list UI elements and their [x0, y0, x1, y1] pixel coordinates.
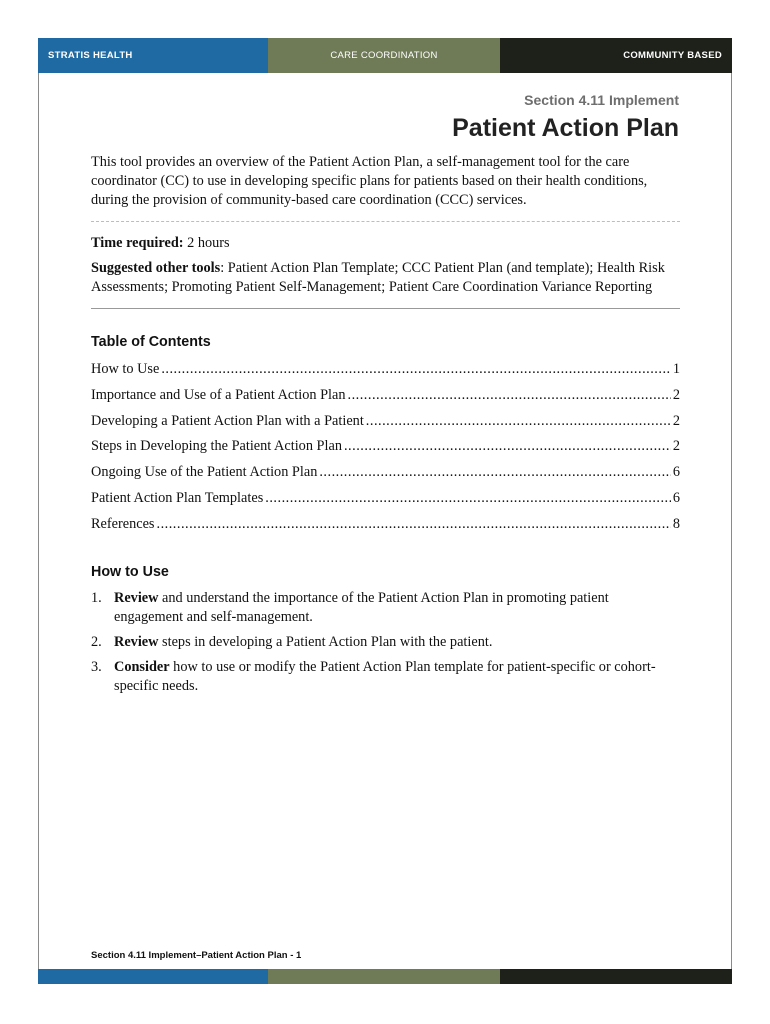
toc-item-page: 8	[672, 515, 680, 532]
toc-item-label: Ongoing Use of the Patient Action Plan	[91, 464, 318, 481]
toc-item[interactable]	[91, 515, 680, 541]
step-number: 1.	[91, 589, 102, 606]
header-bar	[38, 38, 732, 73]
toc-leader	[157, 515, 671, 534]
how-to-use-steps	[91, 589, 680, 696]
toc-item-label: Developing a Patient Action Plan with a Patient	[91, 412, 364, 429]
page-title: Patient Action Plan	[452, 114, 679, 142]
toc-item-label: How to Use	[91, 361, 160, 377]
suggested-tools-value: : Patient Action Plan Template; CCC Patient Plan (and template); Health Risk Assessments; Promoting Patient Self-Management; Patient Care Coordination Variance Reporting	[91, 260, 665, 295]
page-footer: Section 4.11 Implement–Patient Action Plan - 1	[91, 950, 302, 961]
toc-item-page: 1	[672, 361, 680, 377]
step-number: 3.	[91, 658, 102, 675]
header-setting: COMMUNITY BASED	[500, 38, 732, 73]
toc-item[interactable]	[91, 386, 680, 412]
footer-bar	[38, 969, 732, 984]
toc-item-label: Importance and Use of a Patient Action Plan	[91, 386, 346, 403]
toc-item-page: 2	[672, 438, 680, 455]
footer-bar-blue	[38, 969, 268, 984]
divider	[91, 308, 680, 309]
toc-item-page: 6	[672, 464, 680, 481]
header-program: CARE COORDINATION	[268, 38, 500, 73]
toc-leader	[344, 437, 671, 456]
suggested-tools-label: Suggested other tools	[91, 260, 221, 276]
toc-item[interactable]	[91, 489, 680, 515]
intro-paragraph: This tool provides an overview of the Patient Action Plan, a self-management tool for the care coordinator (CC) to use in developing specific plans for patients based on their health conditions, during the provision of community-based care coordination (CCC) services.	[91, 154, 648, 208]
section-label: Section 4.11 Implement	[524, 92, 679, 108]
step-item	[91, 589, 680, 627]
toc-heading: Table of Contents	[91, 334, 211, 350]
step-text: steps in developing a Patient Action Plan with the patient.	[158, 633, 493, 650]
toc-item[interactable]	[91, 412, 680, 438]
toc-item-label: Steps in Developing the Patient Action Plan	[91, 438, 342, 455]
step-verb: Review	[114, 589, 159, 606]
divider	[91, 221, 680, 222]
header-org: STRATIS HEALTH	[38, 38, 268, 73]
toc-leader	[265, 489, 671, 508]
step-text: how to use or modify the Patient Action Plan template for patient-specific or cohort-specific needs.	[114, 658, 656, 694]
toc-item-page: 2	[672, 412, 680, 429]
step-verb: Consider	[114, 658, 170, 675]
step-item	[91, 658, 680, 696]
time-required-value: 2 hours	[187, 235, 230, 251]
toc-item-label: Patient Action Plan Templates	[91, 489, 264, 506]
step-text: and understand the importance of the Patient Action Plan in promoting patient engagement and self-management.	[114, 589, 609, 625]
step-verb: Review	[114, 633, 159, 650]
toc-leader	[319, 463, 671, 482]
toc-leader	[161, 360, 671, 379]
time-required-label: Time required:	[91, 235, 184, 251]
toc-item[interactable]	[91, 463, 680, 489]
toc-item-label: References	[91, 515, 155, 532]
how-to-use-heading: How to Use	[91, 563, 169, 580]
toc-item[interactable]	[91, 360, 680, 386]
main-content	[91, 153, 680, 702]
toc-leader	[348, 386, 671, 405]
toc-leader	[366, 412, 671, 431]
footer-bar-green	[268, 969, 500, 984]
footer-bar-dark	[500, 969, 732, 984]
time-required	[91, 234, 680, 253]
suggested-tools	[91, 259, 680, 297]
table-of-contents	[91, 360, 680, 541]
step-number: 2.	[91, 633, 102, 650]
toc-item[interactable]	[91, 437, 680, 463]
toc-item-page: 6	[672, 489, 680, 506]
step-item	[91, 633, 680, 652]
toc-item-page: 2	[672, 386, 680, 403]
